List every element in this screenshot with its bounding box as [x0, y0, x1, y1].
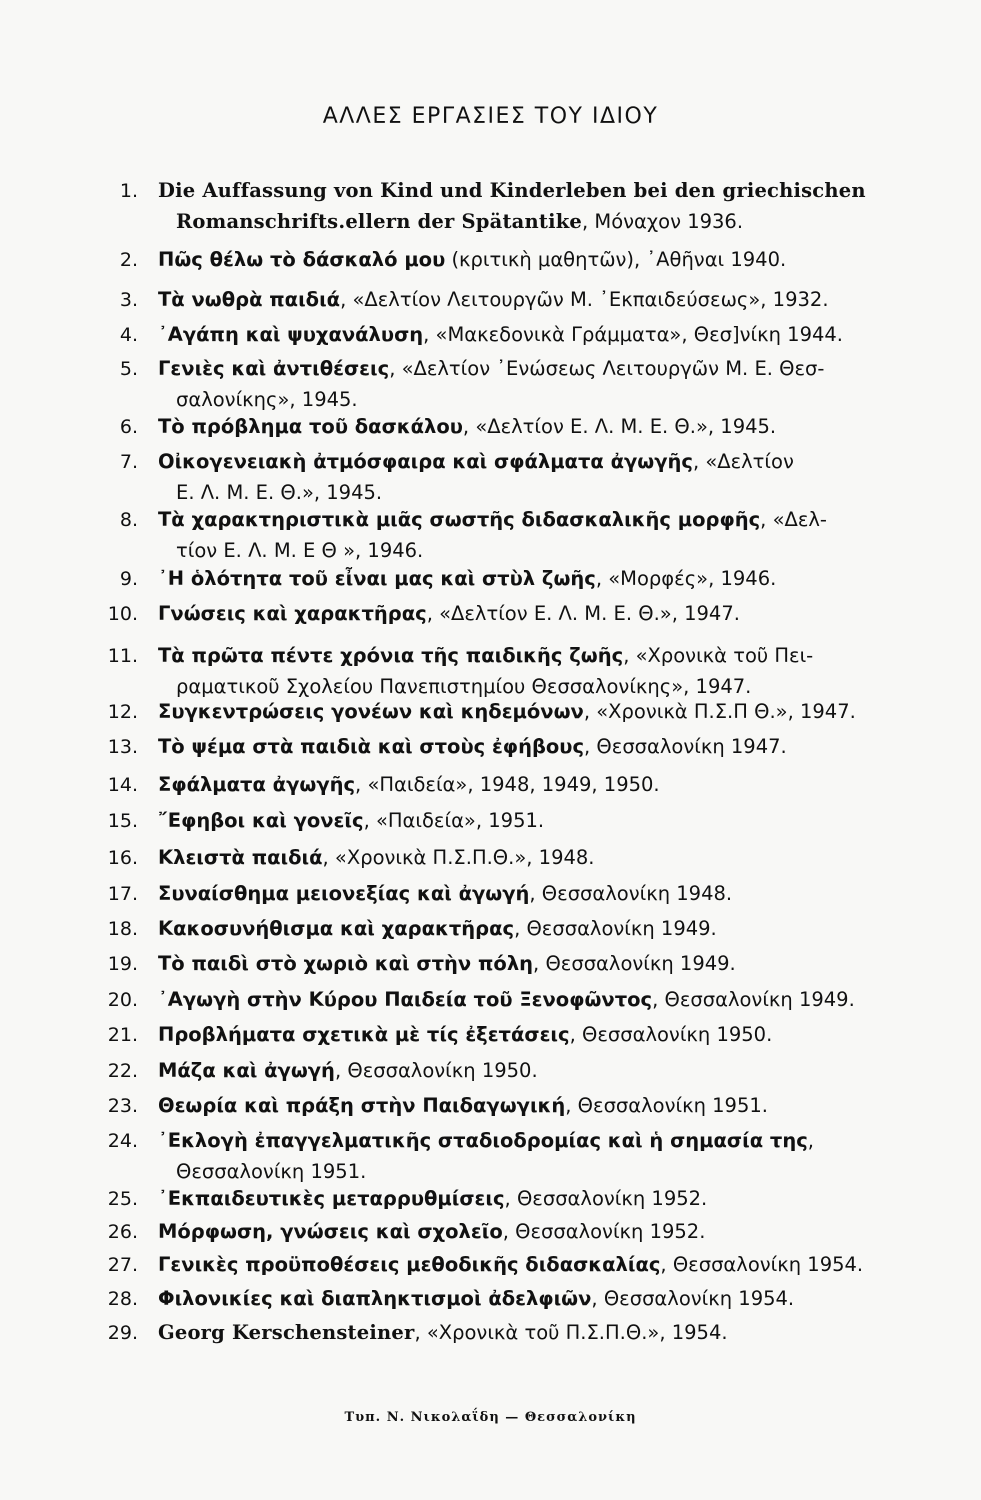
item-title: Πῶς θέλω τὸ δάσκαλό μου — [158, 248, 446, 271]
item-citation: (κριτικὴ μαθητῶν), ᾽Αθῆναι 1940. — [445, 248, 787, 271]
item-line — [158, 1128, 814, 1154]
item-title: Τὰ χαρακτηριστικὰ μιᾶς σωστῆς διδασκαλικῆς μορφῆς — [158, 508, 761, 531]
item-number: 7. — [119, 451, 138, 473]
item-citation: , «Δελτίον Λειτουργῶν Μ. ᾽Εκπαιδεύσεως», 1932. — [340, 288, 829, 311]
item-number: 17. — [107, 883, 138, 905]
item-citation-continued: Ε. Λ. Μ. Ε. Θ.», 1945. — [176, 481, 383, 504]
item-citation: , «Χρονικὰ τοῦ Πει- — [623, 644, 814, 667]
item-citation: , «Δελτίον ᾽Ενώσεως Λειτουργῶν Μ. Ε. Θεσ- — [389, 357, 825, 380]
item-number: 12. — [107, 701, 138, 723]
item-title: ῎Εφηβοι καὶ γονεῖς — [158, 809, 364, 832]
item-citation: , «Δελτίον — [692, 450, 794, 473]
item-title: Κακοσυνήθισμα καὶ χαρακτῆρας — [158, 917, 515, 940]
item-line — [176, 674, 751, 700]
item-line — [158, 916, 717, 942]
item-line — [158, 699, 856, 725]
item-number: 28. — [107, 1288, 138, 1310]
item-number: 15. — [107, 810, 138, 832]
item-number: 10. — [107, 603, 138, 625]
item-title: Φιλονικίες καὶ διαπληκτισμοὶ ἀδελφιῶν — [158, 1287, 592, 1310]
item-citation: , Θεσσαλονίκη 1950. — [334, 1059, 538, 1082]
item-number: 21. — [107, 1024, 138, 1046]
item-title: ᾽Αγάπη καὶ ψυχανάλυση — [158, 323, 424, 346]
item-number: 6. — [119, 416, 138, 438]
item-citation: , Μόναχον 1936. — [582, 210, 744, 233]
item-line — [158, 356, 824, 382]
item-line — [158, 247, 786, 273]
item-citation: , «Χρονικὰ τοῦ Π.Σ.Π.Θ.», 1954. — [414, 1321, 728, 1344]
item-line — [158, 881, 732, 907]
item-title: Τὰ πρῶτα πέντε χρόνια τῆς παιδικῆς ζωῆς — [158, 644, 624, 667]
item-number: 23. — [107, 1095, 138, 1117]
item-line — [158, 1320, 728, 1346]
item-title: Σφάλματα ἀγωγῆς — [158, 773, 356, 796]
item-number: 1. — [119, 180, 138, 202]
item-number: 2. — [119, 249, 138, 271]
item-number: 5. — [119, 358, 138, 380]
item-line — [158, 734, 787, 760]
item-line — [158, 643, 813, 669]
item-title: Γενικὲς προϋποθέσεις μεθοδικῆς διδασκαλίας — [158, 1253, 661, 1276]
item-line — [176, 1159, 366, 1185]
item-line — [158, 1252, 863, 1278]
item-number: 13. — [107, 736, 138, 758]
item-title: Κλειστὰ παιδιά — [158, 846, 323, 869]
item-citation: , «Μορφές», 1946. — [595, 567, 777, 590]
item-title: Συγκεντρώσεις γονέων καὶ κηδεμόνων — [158, 700, 584, 723]
item-title: Μόρφωση, γνώσεις καὶ σχολεῖο — [158, 1220, 503, 1243]
item-number: 9. — [119, 568, 138, 590]
item-number: 27. — [107, 1254, 138, 1276]
item-line — [158, 322, 843, 348]
item-line — [176, 480, 382, 506]
item-citation: , Θεσσαλονίκη 1951. — [565, 1094, 768, 1117]
item-citation: , Θεσσαλονίκη 1950. — [569, 1023, 773, 1046]
item-title: Georg Kerschensteiner — [158, 1321, 415, 1344]
item-citation: , «Παιδεία», 1948, 1949, 1950. — [355, 773, 660, 796]
item-line — [158, 601, 740, 627]
item-line — [158, 1286, 794, 1312]
page-heading: ΑΛΛΕΣ ΕΡΓΑΣΙΕΣ ΤΟΥ ΙΔΙΟΥ — [322, 104, 659, 129]
item-number: 22. — [107, 1060, 138, 1082]
item-number: 16. — [107, 847, 138, 869]
item-number: 25. — [107, 1188, 138, 1210]
item-number: 26. — [107, 1221, 138, 1243]
item-title: Τὸ πρόβλημα τοῦ δασκάλου — [158, 415, 463, 438]
item-number: 29. — [107, 1322, 138, 1344]
item-number: 20. — [107, 989, 138, 1011]
item-citation: , Θεσσαλονίκη 1954. — [660, 1253, 864, 1276]
item-number: 18. — [107, 918, 138, 940]
item-line — [158, 1186, 707, 1212]
item-citation: , «Χρονικὰ Π.Σ.Π.Θ.», 1948. — [322, 846, 595, 869]
item-title: ᾽Εκλογὴ ἐπαγγελματικῆς σταδιοδρομίας καὶ ἡ σημασία της — [158, 1129, 808, 1152]
item-citation: , Θεσσαλονίκη 1949. — [514, 917, 717, 940]
item-citation: , Θεσσαλονίκη 1949. — [652, 988, 855, 1011]
item-line — [158, 449, 794, 475]
item-citation: , Θεσσαλονίκη 1954. — [591, 1287, 795, 1310]
item-line — [158, 951, 736, 977]
item-line — [158, 566, 776, 592]
item-title: Θεωρία καὶ πράξη στὴν Παιδαγωγική — [158, 1094, 566, 1117]
item-citation: , «Χρονικὰ Π.Σ.Π Θ.», 1947. — [583, 700, 856, 723]
item-line — [158, 1058, 538, 1084]
item-title: ᾽Η ὁλότητα τοῦ εἶναι μας καὶ στὺλ ζωῆς — [158, 567, 596, 590]
item-number: 3. — [119, 289, 138, 311]
item-number: 4. — [119, 324, 138, 346]
item-number: 8. — [119, 509, 138, 531]
item-title: ᾽Αγωγὴ στὴν Κύρου Παιδεία τοῦ Ξενοφῶντος — [158, 988, 653, 1011]
item-line — [158, 1219, 705, 1245]
item-line — [158, 287, 829, 313]
item-line — [176, 209, 743, 235]
item-citation: , «Δελτίον Ε. Λ. Μ. Ε. Θ.», 1945. — [462, 415, 777, 438]
item-title: Τὸ ψέμα στὰ παιδιὰ καὶ στοὺς ἐφήβους — [158, 735, 585, 758]
item-citation: , Θεσσαλονίκη 1952. — [504, 1187, 708, 1210]
item-title: Γνώσεις καὶ χαρακτῆρας — [158, 602, 427, 625]
item-title: Προβλήματα σχετικὰ μὲ τίς ἐξετάσεις — [158, 1023, 570, 1046]
item-title: Συναίσθημα μειονεξίας καὶ ἀγωγή — [158, 882, 530, 905]
item-title: Γενιὲς καὶ ἀντιθέσεις — [158, 357, 390, 380]
item-number: 14. — [107, 774, 138, 796]
item-title: Τὰ νωθρὰ παιδιά — [158, 288, 341, 311]
item-citation-continued: Θεσσαλονίκη 1951. — [176, 1160, 367, 1183]
item-citation-continued: ραματικοῦ Σχολείου Πανεπιστημίου Θεσσαλονίκης», 1947. — [176, 675, 752, 698]
item-line — [158, 845, 595, 871]
item-title: Τὸ παιδὶ στὸ χωριὸ καὶ στὴν πόλη — [158, 952, 534, 975]
item-number: 11. — [107, 645, 138, 667]
item-line — [158, 1022, 772, 1048]
item-title: ᾽Εκπαιδευτικὲς μεταρρυθμίσεις — [158, 1187, 505, 1210]
item-title: Die Auffassung von Kind und Kinderleben bei den griechischen — [158, 179, 866, 202]
item-line — [158, 808, 544, 834]
item-line — [158, 178, 866, 204]
item-title: Μάζα καὶ ἀγωγή — [158, 1059, 335, 1082]
printer-imprint: Τυπ. Ν. Νικολαΐδη — Θεσσαλονίκη — [344, 1410, 637, 1425]
item-line — [176, 387, 358, 413]
item-line — [158, 1093, 768, 1119]
item-citation: , — [807, 1129, 814, 1152]
item-line — [158, 507, 827, 533]
item-citation-continued: σαλονίκης», 1945. — [176, 388, 358, 411]
item-citation-continued: τίον Ε. Λ. Μ. Ε Θ », 1946. — [176, 539, 424, 562]
item-line — [176, 538, 423, 564]
item-citation: , Θεσσαλονίκη 1948. — [529, 882, 733, 905]
item-title: Romanschrifts.ellern der Spätantike — [176, 210, 583, 233]
item-number: 24. — [107, 1130, 138, 1152]
item-citation: , «Παιδεία», 1951. — [363, 809, 545, 832]
item-citation: , Θεσσαλονίκη 1949. — [533, 952, 736, 975]
item-citation: , «Μακεδονικὰ Γράμματα», Θεσ]νίκη 1944. — [423, 323, 843, 346]
item-citation: , «Δελτίον Ε. Λ. Μ. Ε. Θ.», 1947. — [426, 602, 740, 625]
item-line — [158, 414, 776, 440]
item-line — [158, 987, 855, 1013]
item-number: 19. — [107, 953, 138, 975]
item-citation: , «Δελ- — [760, 508, 827, 531]
item-citation: , Θεσσαλονίκη 1947. — [584, 735, 787, 758]
item-line — [158, 772, 660, 798]
item-title: Οἰκογενειακὴ ἀτμόσφαιρα καὶ σφάλματα ἀγωγῆς — [158, 450, 693, 473]
item-citation: , Θεσσαλονίκη 1952. — [502, 1220, 706, 1243]
